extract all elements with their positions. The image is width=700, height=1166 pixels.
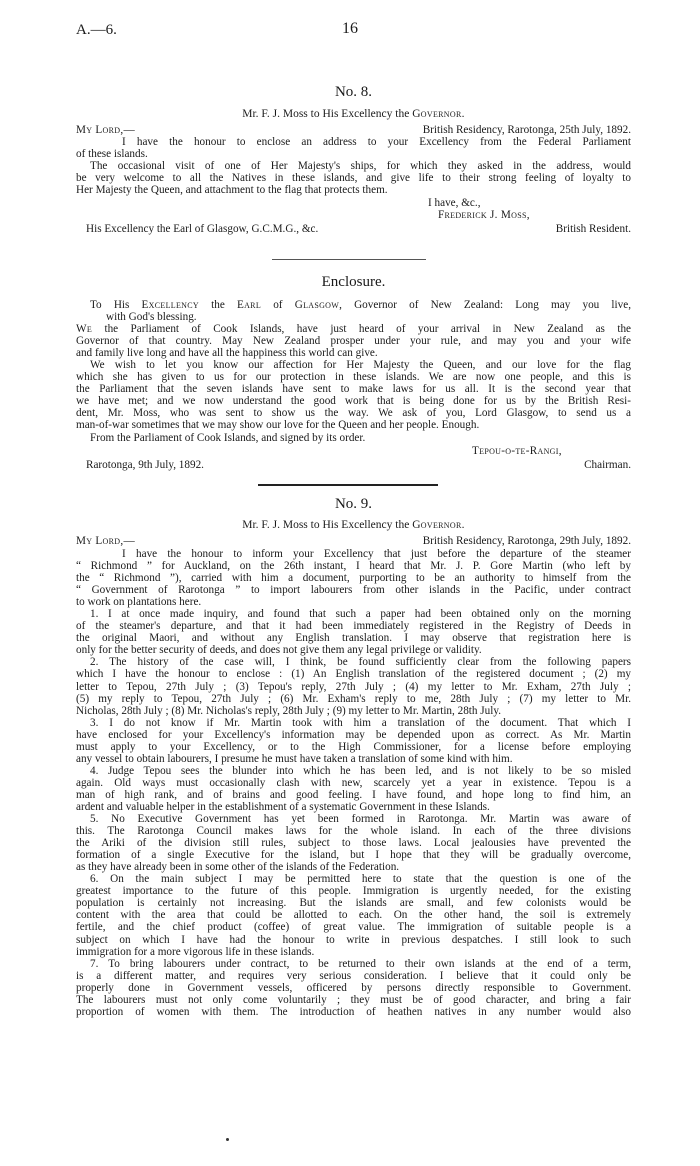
letter-9-para-6-line: fertile, and the chief product (coffee) of great value. The immigration of suitable people is a <box>76 921 631 934</box>
letter-9-salutation: My Lord,— <box>76 535 135 547</box>
letter-9-para-7-line: is a different matter, and requires very serious consideration. I believe that it could only be <box>76 969 631 982</box>
letter-8-subtitle-text: Mr. F. J. Moss to His Excellency the <box>242 108 413 120</box>
letter-9-para-5-line: the Ariki of the division still rules, subject to those laws. Local jealousies have prevented the <box>76 837 631 850</box>
letter-8-para-1-cont: of these islands. <box>76 148 148 161</box>
enclosure-address-line <box>76 299 631 311</box>
letter-9-para-3-line: have enclosed for your Excellency's information may be depended upon as correct. As Mr. Martin <box>76 728 631 741</box>
letter-9-para-6-line: content with the area that could be allotted to each. On the other hand, the soil is extremely <box>76 909 631 922</box>
letter-8-para-2-line: be very welcome to all the Natives in these islands, and give life to their strong feeling of loyalty to <box>76 172 631 185</box>
enclosure-para-2-line: which she has given to us for our protection in these islands. We are now one people, and this is <box>76 371 631 384</box>
letter-9-para-4-line: ardent and valuable helper in the establishment of a systematic Government in these Islands. <box>76 800 490 813</box>
letter-9-para-5-line: as they have already been in some other of the islands of the Federation. <box>76 861 400 874</box>
letter-9-para-1-line: 1. I at once made inquiry, and found that such a paper had been obtained only on the morning <box>90 608 631 621</box>
enclosure-para-1-line <box>76 323 631 335</box>
letter-9-para-2-line: which I have the honour to enclose : (1) An English translation of the registered document ; (2) my <box>76 668 631 681</box>
letter-9-para-2-line: (5) my reply to Tepou, 27th July ; (6) Mr. Exham's reply to me, 28th July ; (7) my letter to Mr. <box>76 692 631 705</box>
letter-9-para-7-line: proportion of women with them. The introduction of heathen natives in any number would also <box>76 1005 631 1018</box>
enclosure-signer: Tepou-o-te-Rangi, <box>472 445 562 457</box>
letter-9-number: No. 9. <box>334 496 373 512</box>
enclosure-body <box>76 299 631 444</box>
enclosure-signer-title: Chairman. <box>584 459 631 471</box>
letter-9-para-6-line: immigration for a more vigorous life in these islands. <box>76 945 315 958</box>
enclosure-address-text: , Governor of New Zealand: Long may you live, <box>339 299 632 311</box>
letter-9-para-1-line: only for the better security of deeds, and does not give them any legal privilege or validity. <box>76 644 482 657</box>
letter-8-signature: Frederick J. Moss, <box>438 209 530 221</box>
letter-9-intro-line: the “ Richmond ”), carried with him a document, purporting to be an authority to himself from the <box>76 572 631 585</box>
letter-8-para-1: I have the honour to enclose an address to your Excellency from the Federal Parliament <box>122 136 631 148</box>
letter-9-para-7-line: properly done in Government vessels, officered by persons directly responsible to Government. <box>76 981 631 994</box>
enclosure-address-text: Glasgow <box>294 299 340 311</box>
enclosure-para-2-line: the Parliament that the seven islands have sent to make laws for us all. It is the second year that <box>76 383 631 396</box>
letter-9-subtitle <box>76 519 631 531</box>
letter-9-para-3-line: any vessel to obtain labourers, I presume he must have taken a translation of some kind with him. <box>76 752 513 765</box>
letter-9-para-3-line: must apply to your Excellency, or to the High Commissioner, for a license before employing <box>76 740 631 753</box>
letter-9-subtitle-text: Mr. F. J. Moss to His Excellency the <box>242 519 413 531</box>
letter-9-para-7-line: 7. To bring labourers under contract, to be returned to their own islands at the end of a term, <box>90 957 631 970</box>
section-divider <box>272 259 426 260</box>
enclosure-heading: Enclosure. <box>321 274 386 290</box>
enclosure-address-text: Excellency <box>141 299 199 311</box>
page-number: 16 <box>342 20 358 37</box>
enclosure-para-2-line: dent, Mr. Moss, who was sent to show us the way. We ask of you, Lord Glasgow, to send us a <box>76 407 631 420</box>
enclosure-para-lead: We <box>76 323 93 336</box>
letter-8-closing: I have, &c., <box>428 197 481 209</box>
letter-9-para-6-line: greatest importance to the future of this people. Immigration is urgently needed, for the existing <box>76 885 631 898</box>
letter-9-para-7-line: The labourers must not only come voluntarily ; they must be of good character, and bring a fair <box>76 993 631 1006</box>
section-divider-thick <box>258 484 438 486</box>
enclosure-address-text: of <box>261 299 295 311</box>
enclosure-para-2-line: we have met; and we now understand the good work that is being done for us by the British Resi- <box>76 395 631 408</box>
letter-9-para-4-line: man of high rank, and of brains and good feeling. I have found, and hope long to find him, an <box>76 788 631 801</box>
letter-8-subtitle-title: Governor. <box>412 108 465 120</box>
letter-9-body <box>76 548 631 1018</box>
letter-9-para-3-line: 3. I do not know if Mr. Martin took with him a translation of the document. That which I <box>90 716 631 729</box>
enclosure-para-1-line: and family live long and have all the happiness this world can give. <box>76 347 378 360</box>
enclosure-para-3: From the Parliament of Cook Islands, and signed by its order. <box>90 431 366 444</box>
enclosure-address-text: the <box>198 299 237 311</box>
enclosure-para-text: the Parliament of Cook Islands, have just heard of your arrival in New Zealand as the <box>92 323 631 336</box>
letter-9-para-6-line: population is certainly not increasing. But the islands are small, and few colonists would be <box>76 897 631 910</box>
letter-9-place-date: British Residency, Rarotonga, 29th July, 1892. <box>422 535 631 547</box>
letter-9-para-4-line: again. Old ways must occasionally clash with new, scarcely yet a year in existence. Tepou is a <box>76 776 631 789</box>
letter-9-para-1-line: the original Maori, and without any English translation. I may observe that registration here is <box>76 632 631 645</box>
enclosure-address-text: Earl <box>236 299 262 311</box>
letter-9-para-4-line: 4. Judge Tepou sees the blunder into which he has been led, and is not likely to be so misled <box>90 764 631 777</box>
enclosure-para-2-line: We wish to let you know our affection for Her Majesty the Queen, and our love for the flag <box>90 359 631 372</box>
enclosure-para-2-line: man-of-war sometimes that we may show our love for the Queen and her people. Enough. <box>76 419 480 432</box>
enclosure-address-line-2: with God's blessing. <box>106 311 197 324</box>
letter-9-para-2-line: Nicholas, 28th July ; (8) Mr. Nicholas's reply, 28th July ; (9) my letter to Mr. Martin, 28th July. <box>76 704 502 717</box>
letter-8-para-2-line: The occasional visit of one of Her Majesty's ships, for which they asked in the address, would <box>90 160 631 173</box>
page-mark <box>226 1138 229 1141</box>
enclosure-place-date: Rarotonga, 9th July, 1892. <box>86 459 204 471</box>
enclosure-para-1-line: Governor of that country. May New Zealand prosper under your rule, and may you and your wife <box>76 335 631 348</box>
letter-9-para-1-line: of the steamer's departure, and that it had been immediately registered in the Registry of Deeds in <box>76 620 631 633</box>
letter-8-salutation: My Lord,— <box>76 124 135 136</box>
letter-9-intro-line: to work on plantations here. <box>76 596 202 609</box>
letter-8-place-date: British Residency, Rarotonga, 25th July, 1892. <box>422 124 631 136</box>
letter-8-body <box>76 136 631 196</box>
letter-9-para-2-line: 2. The history of the case will, I think, be found sufficiently clear from the following papers <box>90 656 631 669</box>
letter-9-intro-line: “ Government of Rarotonga ” to import labourers from other islands in the Pacific, under contract <box>76 584 631 597</box>
letter-9-intro-line: I have the honour to inform your Excellency that just before the departure of the steamer <box>122 548 631 560</box>
letter-8-number: No. 8. <box>334 84 373 100</box>
letter-9-para-2-line: letter to Tepou, 27th July ; (3) Tepou's reply, 27th July ; (4) my letter to Mr. Exham, 27th July ; <box>76 680 631 693</box>
letter-8-para-2-line: Her Majesty the Queen, and attachment to the flag that protects them. <box>76 184 388 197</box>
letter-9-para-6-line: subject on which I have had the honour to write in previous despatches. I still look to such <box>76 933 631 946</box>
letter-9-intro-line: “ Richmond ” for Auckland, on the 26th instant, I heard that Mr. J. P. Gore Martin (who left by <box>76 560 631 573</box>
enclosure-address-text: To His <box>90 299 142 311</box>
letter-8-signature-title: British Resident. <box>555 223 631 235</box>
letter-9-subtitle-title: Governor. <box>412 519 465 531</box>
letter-8-subtitle <box>76 108 631 120</box>
letter-9-para-5-line: formation of a single Executive for the island, but I hope that they will be gradually overcome, <box>76 849 631 862</box>
letter-9-para-6-line: 6. On the main subject I may be permitted here to state that the question is one of the <box>90 873 631 886</box>
letter-9-para-5-line: this. The Rarotonga Council makes laws for the whole island. In each of the three divisions <box>76 825 631 838</box>
letter-8-addressee: His Excellency the Earl of Glasgow, G.C.M.G., &c. <box>86 223 319 235</box>
letter-9-para-5-line: 5. No Executive Government has yet been formed in Rarotonga. Mr. Martin was aware of <box>90 813 631 826</box>
document-reference: A.—6. <box>76 22 117 38</box>
